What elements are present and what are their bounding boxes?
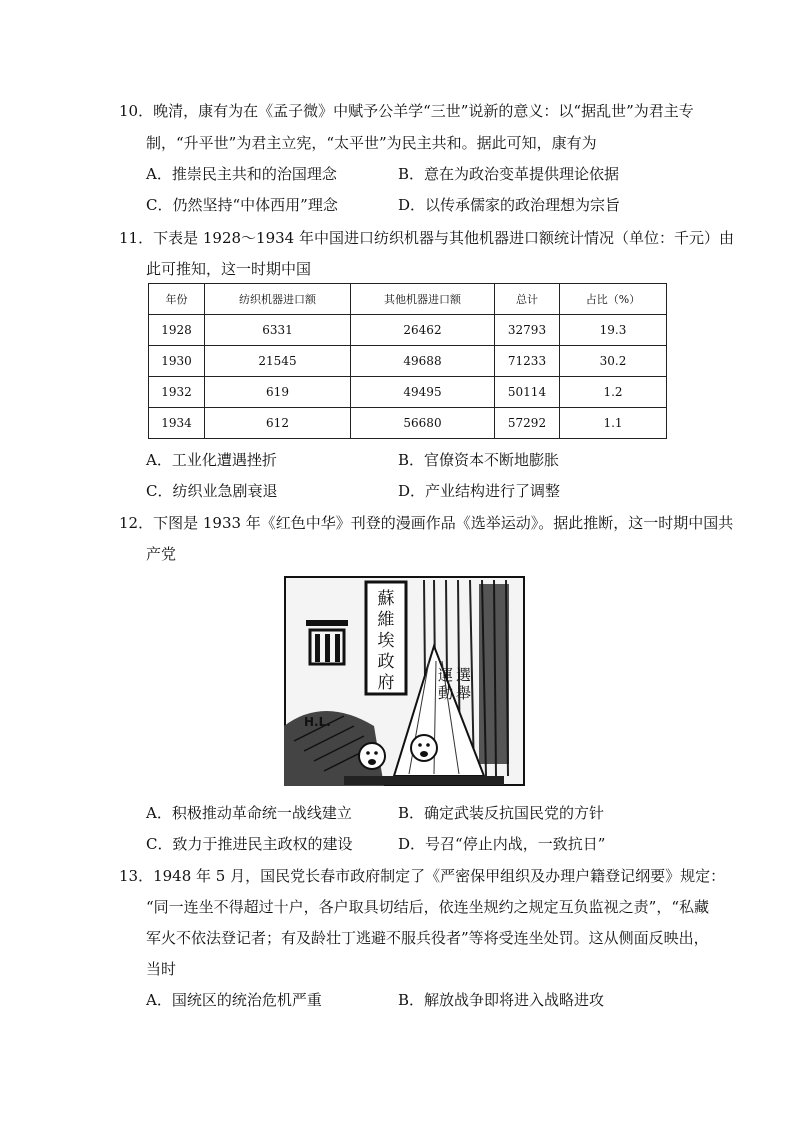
q11-option-d: D．产业结构进行了调整 xyxy=(398,482,561,500)
q11-stem-line2: 此可推知，这一时期中国 xyxy=(146,260,312,278)
q13-stem-line3: 军火不依法登记者；有及龄壮丁逃避不服兵役者”等将受连坐处罚。这从侧面反映出， xyxy=(146,929,709,947)
table-cell: 49495 xyxy=(351,377,495,408)
q12-option-b: B．确定武装反抗国民党的方针 xyxy=(398,804,605,822)
table-cell: 1934 xyxy=(149,408,205,439)
q12-option-d: D．号召“停止内战，一致抗日” xyxy=(398,835,606,853)
q13-option-a: A．国统区的统治危机严重 xyxy=(146,991,322,1009)
q12-stem-line2: 产党 xyxy=(146,545,177,563)
q10-option-d: D．以传承儒家的政治理想为宗旨 xyxy=(398,196,621,214)
q10-option-a: A．推崇民主共和的治国理念 xyxy=(146,165,337,183)
banner-text: 蘇維埃政府 xyxy=(377,589,395,693)
q10-stem-line2: 制，“升平世”为君主立宪，“太平世”为民主共和。据此可知，康有为 xyxy=(146,134,597,152)
table-row xyxy=(149,408,667,439)
table-cell: 32793 xyxy=(495,315,560,346)
table-cell: 619 xyxy=(205,377,351,408)
table-cell: 71233 xyxy=(495,346,560,377)
q13-stem-line4: 当时 xyxy=(146,960,177,978)
table-row xyxy=(149,377,667,408)
table-cell: 50114 xyxy=(495,377,560,408)
q11-option-c: C．纺织业急剧衰退 xyxy=(146,482,278,500)
q10-stem-line1: 10．晚清，康有为在《孟子微》中赋予公羊学“三世”说新的意义：以“据乱世”为君主专 xyxy=(119,102,694,120)
election-campaign-cartoon xyxy=(284,576,525,786)
q11-option-a: A．工业化遭遇挫折 xyxy=(146,451,277,469)
table-cell: 56680 xyxy=(351,408,495,439)
q11-option-b: B．官僚资本不断地膨胀 xyxy=(398,451,560,469)
table-cell: 49688 xyxy=(351,346,495,377)
q12-option-c: C．致力于推进民主政权的建设 xyxy=(146,835,353,853)
q13-option-b: B．解放战争即将进入战略进攻 xyxy=(398,991,605,1009)
tent-text: 選舉運動 xyxy=(438,666,472,702)
tag-text: H.L. xyxy=(304,715,331,729)
table-cell: 1.2 xyxy=(560,377,667,408)
table-cell: 57292 xyxy=(495,408,560,439)
import-stats-table xyxy=(148,283,667,439)
table-header-cell: 占比（%） xyxy=(560,284,667,315)
table-cell: 612 xyxy=(205,408,351,439)
table-row xyxy=(149,315,667,346)
table-cell: 1.1 xyxy=(560,408,667,439)
table-row xyxy=(149,346,667,377)
table-cell: 1928 xyxy=(149,315,205,346)
q13-stem-line2: “同一连坐不得超过十户，各户取具切结后，依连坐规约之规定互负监视之责”，“私藏 xyxy=(146,898,710,916)
table-header-cell: 年份 xyxy=(149,284,205,315)
q12-option-a: A．积极推动革命统一战线建立 xyxy=(146,804,352,822)
table-header-cell: 其他机器进口额 xyxy=(351,284,495,315)
table-cell: 26462 xyxy=(351,315,495,346)
q12-stem-line1: 12．下图是 1933 年《红色中华》刊登的漫画作品《选举运动》。据此推断，这一时期中国共 xyxy=(119,514,734,532)
table-cell: 1932 xyxy=(149,377,205,408)
q13-stem-line1: 13．1948 年 5 月，国民党长春市政府制定了《严密保甲组织及办理户籍登记纲要》规定： xyxy=(119,867,726,885)
table-cell: 19.3 xyxy=(560,315,667,346)
table-header-cell: 总计 xyxy=(495,284,560,315)
table-cell: 21545 xyxy=(205,346,351,377)
face-icon xyxy=(359,743,385,769)
table-cell: 1930 xyxy=(149,346,205,377)
q10-option-b: B．意在为政治变革提供理论依据 xyxy=(398,165,620,183)
q11-stem-line1: 11．下表是 1928～1934 年中国进口纺织机器与其他机器进口额统计情况（单位：千元）由 xyxy=(119,229,734,247)
table-cell: 30.2 xyxy=(560,346,667,377)
table-cell: 6331 xyxy=(205,315,351,346)
table-header-cell: 纺织机器进口额 xyxy=(205,284,351,315)
face-icon xyxy=(411,735,437,761)
q10-option-c: C．仍然坚持“中体西用”理念 xyxy=(146,196,338,214)
table-header-row xyxy=(149,284,667,315)
